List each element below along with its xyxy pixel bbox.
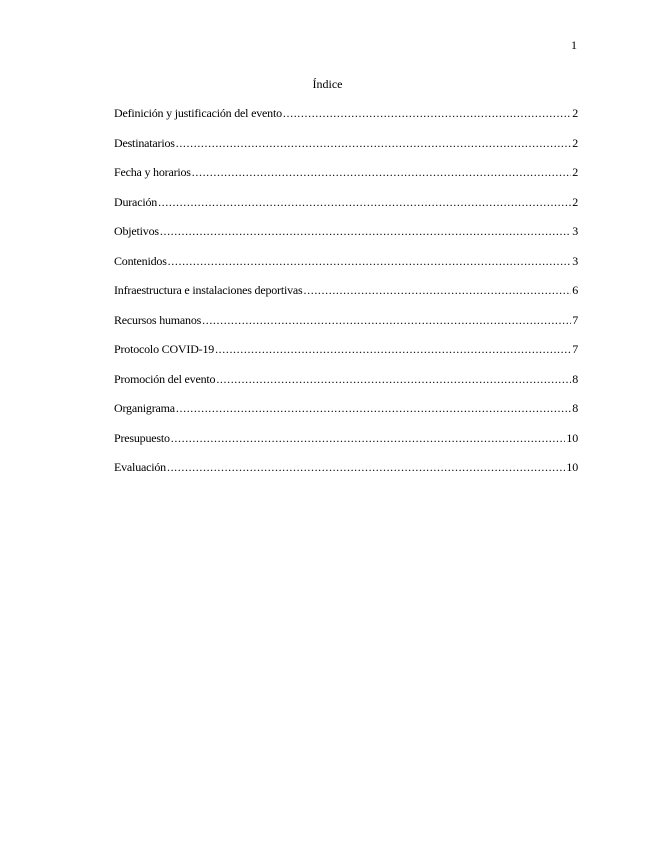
toc-dot-leader xyxy=(167,460,565,474)
toc-entry-label: Objetivos xyxy=(114,224,159,238)
toc-entry-label: Recursos humanos xyxy=(114,312,202,327)
toc-entry-label: Organigrama xyxy=(114,401,175,415)
toc-dot-leader xyxy=(215,342,571,356)
toc-entry-promocion[interactable] xyxy=(114,372,578,402)
toc-entry-objetivos[interactable] xyxy=(114,224,578,254)
toc-entry-page: 2 xyxy=(572,165,578,179)
toc-entry-organigrama[interactable] xyxy=(114,401,578,431)
toc-entry-evaluacion[interactable] xyxy=(114,460,578,490)
toc-entry-page: 7 xyxy=(572,312,578,327)
table-of-contents xyxy=(114,106,578,490)
toc-entry-label: Evaluación xyxy=(114,460,166,474)
toc-entry-label: Presupuesto xyxy=(114,430,170,445)
toc-entry-page: 10 xyxy=(566,430,578,445)
toc-entry-label: Destinatarios xyxy=(114,135,175,150)
toc-entry-label: Promoción del evento xyxy=(114,371,216,386)
toc-title: Índice xyxy=(312,77,343,91)
toc-entry-presupuesto[interactable] xyxy=(114,431,578,461)
toc-dot-leader xyxy=(176,401,571,415)
page-number: 1 xyxy=(571,38,577,52)
toc-entry-contenidos[interactable] xyxy=(114,254,578,284)
toc-entry-page: 8 xyxy=(572,401,578,415)
toc-dot-leader xyxy=(283,106,571,120)
toc-entry-page: 2 xyxy=(572,106,578,120)
toc-entry-page: 3 xyxy=(572,224,578,238)
toc-dot-leader xyxy=(192,165,571,179)
toc-entry-label: Infraestructura e instalaciones deportivas xyxy=(114,283,303,297)
toc-dot-leader xyxy=(202,313,571,327)
toc-entry-page: 2 xyxy=(572,194,578,209)
toc-entry-page: 8 xyxy=(572,371,578,386)
toc-entry-destinatarios[interactable] xyxy=(114,136,578,166)
toc-entry-label: Definición y justificación del evento xyxy=(114,106,282,120)
toc-entry-page: 6 xyxy=(572,283,578,297)
toc-entry-label: Duración xyxy=(114,194,158,209)
toc-entry-fecha-horarios[interactable] xyxy=(114,165,578,195)
toc-dot-leader xyxy=(158,195,571,209)
toc-entry-protocolo-covid[interactable] xyxy=(114,342,578,372)
toc-entry-page: 7 xyxy=(572,342,578,356)
toc-entry-label: Contenidos xyxy=(114,253,167,268)
toc-dot-leader xyxy=(171,431,566,445)
toc-entry-label: Fecha y horarios xyxy=(114,165,191,179)
toc-dot-leader xyxy=(176,136,571,150)
toc-entry-infraestructura[interactable] xyxy=(114,283,578,313)
toc-entry-page: 10 xyxy=(566,460,578,474)
toc-entry-duracion[interactable] xyxy=(114,195,578,225)
toc-entry-definicion[interactable] xyxy=(114,106,578,136)
toc-dot-leader xyxy=(304,283,572,297)
toc-dot-leader xyxy=(168,254,572,268)
toc-entry-recursos-humanos[interactable] xyxy=(114,313,578,343)
toc-entry-page: 3 xyxy=(572,253,578,268)
toc-entry-page: 2 xyxy=(572,135,578,150)
toc-dot-leader xyxy=(216,372,571,386)
toc-dot-leader xyxy=(160,224,571,238)
toc-entry-label: Protocolo COVID-19 xyxy=(114,342,215,356)
